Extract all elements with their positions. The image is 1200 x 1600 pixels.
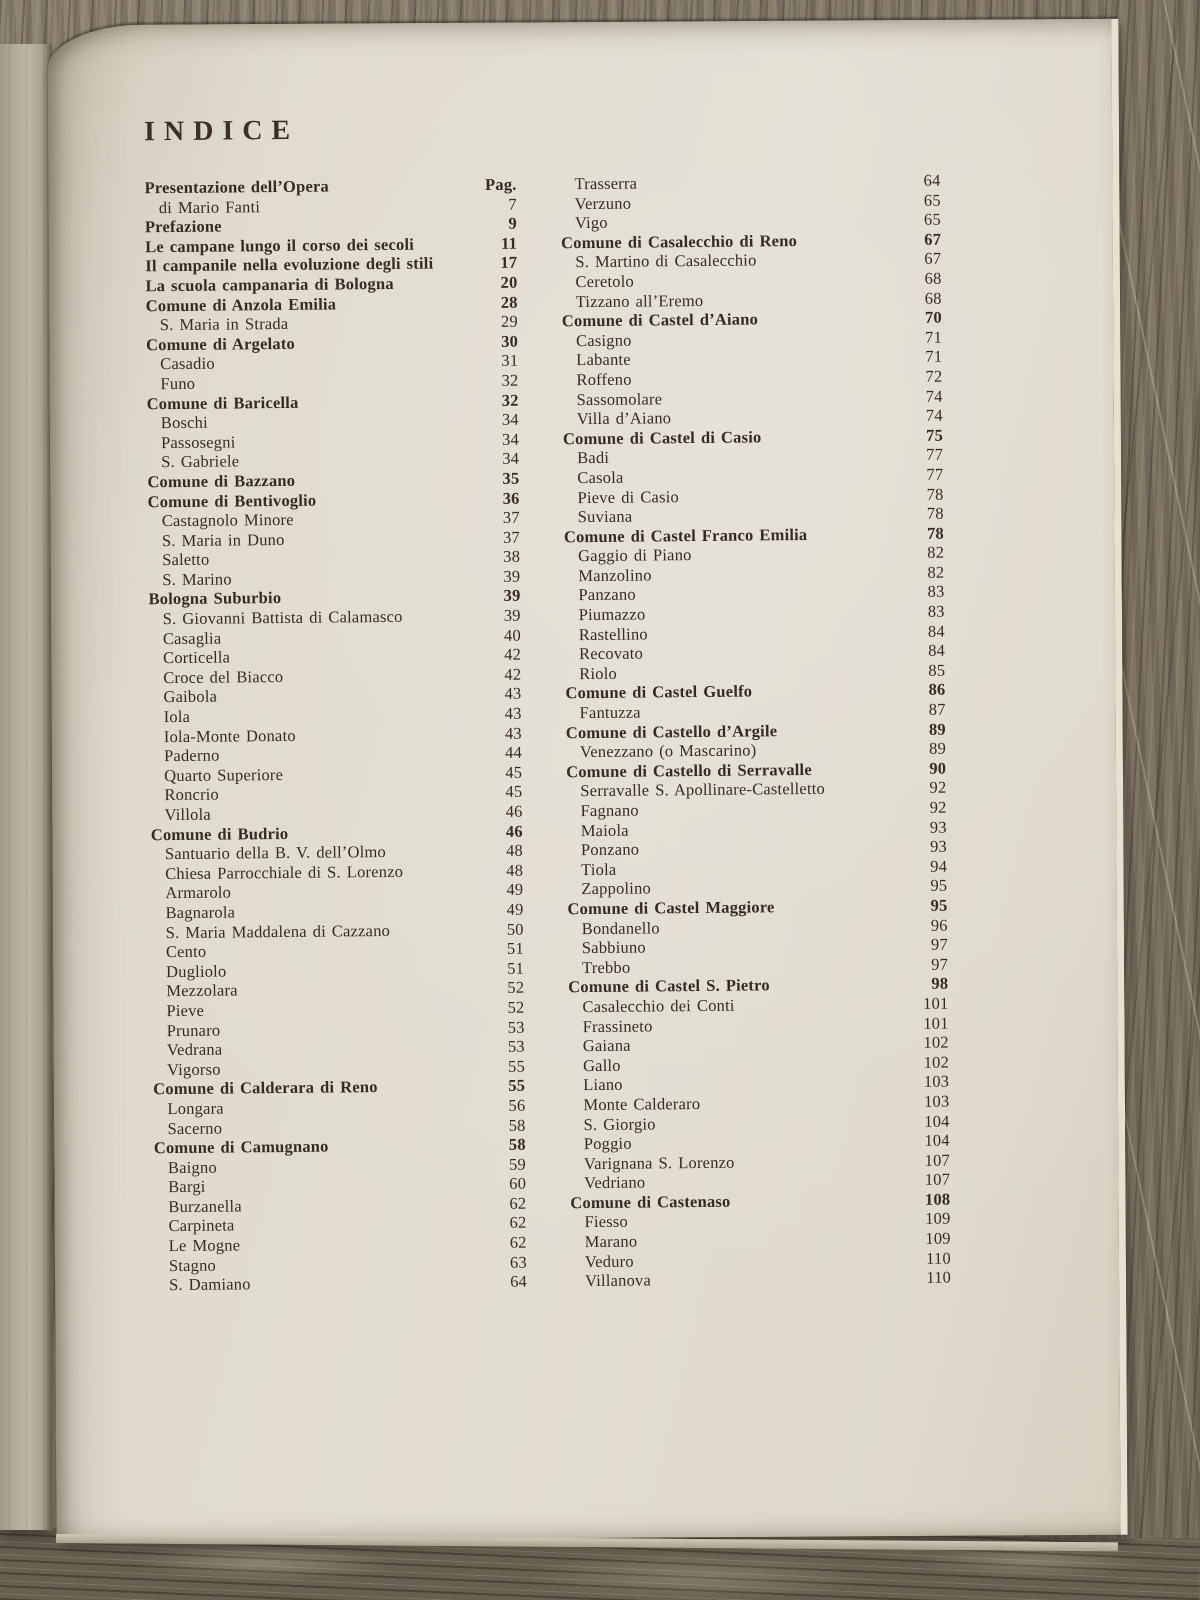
index-entry-label: Comune di Castel Guelfo bbox=[565, 681, 753, 703]
index-entry-page-number: 45 bbox=[505, 782, 523, 802]
index-entry-page-number: Pag. bbox=[484, 174, 517, 195]
index-entry-label: Armarolo bbox=[165, 882, 232, 903]
index-entry-label: Panzano bbox=[578, 585, 636, 605]
index-entry-page-number: 46 bbox=[505, 821, 523, 841]
index-entry-label: Carpineta bbox=[168, 1215, 235, 1236]
index-entry-label: Serravalle S. Apollinare-Castelletto bbox=[580, 779, 826, 801]
index-entry-label: Castagnolo Minore bbox=[161, 509, 294, 531]
index-entry-label: S. Maria Maddalena di Cazzano bbox=[165, 920, 391, 942]
index-entry-label: Bologna Suburbio bbox=[148, 588, 282, 609]
index-entry-label: Maiola bbox=[580, 820, 629, 840]
index-entry-page-number: 64 bbox=[510, 1271, 528, 1292]
index-entry-page-number: 71 bbox=[925, 346, 943, 367]
index-entry-page-number: 49 bbox=[506, 899, 524, 919]
index-entry-page-number: 89 bbox=[928, 719, 946, 739]
index-entry-label: Poggio bbox=[583, 1133, 632, 1154]
index-entry-page-number: 97 bbox=[930, 934, 948, 954]
index-entry-label: Marano bbox=[584, 1231, 638, 1252]
index-entry-label: S. Marino bbox=[162, 569, 232, 590]
index-entry-page-number: 42 bbox=[504, 644, 522, 665]
index-entry-label: Comune di Anzola Emilia bbox=[145, 294, 337, 315]
index-entry-label: Pieve di Casio bbox=[577, 486, 679, 507]
index-entry-label: Comune di Bazzano bbox=[147, 470, 296, 492]
index-entry-label: Prefazione bbox=[144, 216, 222, 237]
index-entry-label: Piumazzo bbox=[578, 604, 646, 625]
index-right-column bbox=[560, 171, 951, 1291]
index-columns bbox=[144, 170, 1065, 1296]
index-entry-page-number: 90 bbox=[929, 758, 947, 778]
index-entry-page-number: 78 bbox=[926, 523, 945, 543]
index-entry-page-number: 9 bbox=[508, 213, 518, 233]
index-entry-label: Saletto bbox=[162, 549, 210, 570]
index-entry-label: Il campanile nella evoluzione degli stili bbox=[145, 253, 434, 276]
index-entry-page-number: 48 bbox=[505, 840, 524, 861]
index-entry-label: Iola bbox=[163, 706, 191, 727]
index-entry-label: Tizzano all’Eremo bbox=[575, 290, 704, 311]
index-entry-page-number: 37 bbox=[502, 507, 520, 527]
index-entry-page-number: 17 bbox=[500, 253, 518, 273]
index-entry-label: Comune di Castel d’Aiano bbox=[561, 309, 759, 331]
index-entry-label: Dugliolo bbox=[166, 961, 227, 981]
index-entry-page-number: 55 bbox=[508, 1075, 526, 1096]
index-entry-page-number: 78 bbox=[926, 503, 944, 523]
index-entry-label: Pieve bbox=[166, 1000, 205, 1021]
index-entry-label: Comune di Calderara di Reno bbox=[153, 1077, 378, 1099]
index-entry-label: Quarto Superiore bbox=[164, 764, 284, 785]
index-entry-label: Verzuno bbox=[574, 193, 632, 213]
index-entry-page-number: 75 bbox=[925, 425, 944, 445]
index-entry-label: Stagno bbox=[168, 1255, 217, 1275]
index-entry-page-number: 7 bbox=[508, 194, 517, 214]
index-entry-page-number: 67 bbox=[924, 249, 942, 269]
index-entry-page-number: 102 bbox=[923, 1052, 950, 1072]
index-entry-page-number: 52 bbox=[507, 978, 525, 998]
index-entry-label: Comune di Castel Maggiore bbox=[567, 897, 775, 919]
index-entry-label: Gaiana bbox=[582, 1035, 631, 1056]
index-entry-label: S. Damiano bbox=[169, 1274, 251, 1295]
index-entry-page-number: 63 bbox=[509, 1252, 527, 1272]
index-entry-page-number: 51 bbox=[507, 958, 525, 978]
index-entry-label: Funo bbox=[160, 373, 196, 394]
index-entry-page-number: 36 bbox=[502, 488, 520, 508]
index-entry-label: Trasserra bbox=[574, 173, 638, 194]
index-entry-label: Sacerno bbox=[167, 1118, 223, 1138]
book-page-edges bbox=[0, 44, 52, 1530]
index-entry-label: Presentazione dell’Opera bbox=[144, 176, 330, 198]
index-entry-page-number: 92 bbox=[929, 797, 947, 817]
index-entry-page-number: 97 bbox=[931, 954, 949, 974]
index-entry-label: S. Giorgio bbox=[583, 1113, 656, 1134]
index-entry-page-number: 93 bbox=[929, 836, 948, 856]
index-entry-label: Le campane lungo il corso dei secoli bbox=[145, 234, 415, 257]
index-entry-page-number: 11 bbox=[501, 233, 518, 253]
index-entry-label: Comune di Casalecchio di Reno bbox=[561, 230, 798, 253]
index-entry-label: Le Mogne bbox=[168, 1235, 241, 1256]
index-entry-page-number: 30 bbox=[501, 331, 519, 351]
index-entry-label: Comune di Castel Franco Emilia bbox=[563, 524, 808, 546]
index-entry-label: Croce del Biacco bbox=[163, 666, 284, 687]
index-entry-page-number: 34 bbox=[502, 429, 520, 449]
index-entry-label: Rastellino bbox=[578, 624, 648, 644]
index-entry-label: Fagnano bbox=[580, 800, 639, 821]
index-entry-page-number: 84 bbox=[928, 640, 946, 661]
index-entry-label: Casola bbox=[577, 467, 624, 488]
index-entry-page-number: 72 bbox=[925, 366, 943, 386]
index-entry-page-number: 68 bbox=[924, 288, 942, 308]
index-entry-page-number: 64 bbox=[923, 170, 941, 190]
index-entry bbox=[571, 1268, 951, 1291]
index-entry-label: Roffeno bbox=[576, 369, 632, 390]
index-entry-page-number: 37 bbox=[502, 527, 521, 547]
index-entry-label: Manzolino bbox=[578, 565, 652, 586]
index-entry-page-number: 98 bbox=[931, 973, 949, 994]
index-entry-page-number: 43 bbox=[504, 684, 522, 704]
index-entry-label: Casadio bbox=[160, 353, 215, 374]
index-entry-page-number: 101 bbox=[922, 993, 949, 1013]
index-entry-page-number: 65 bbox=[923, 190, 941, 210]
index-entry-page-number: 56 bbox=[508, 1095, 526, 1115]
index-entry-label: Venezzano (o Mascarino) bbox=[579, 740, 757, 762]
index-entry-label: Zappolino bbox=[581, 878, 652, 899]
index-entry-page-number: 52 bbox=[507, 997, 525, 1017]
index-entry-label: Prunaro bbox=[166, 1020, 221, 1040]
index-entry-label: Ceretolo bbox=[575, 271, 634, 292]
index-entry-label: Casigno bbox=[575, 330, 632, 350]
index-entry-page-number: 39 bbox=[503, 605, 521, 625]
index-entry-label: Badi bbox=[577, 448, 610, 468]
index-content bbox=[144, 108, 1065, 1296]
index-entry-page-number: 31 bbox=[501, 351, 519, 371]
index-entry-label: Liano bbox=[583, 1075, 623, 1095]
index-entry-page-number: 102 bbox=[923, 1032, 949, 1052]
index-entry-page-number: 48 bbox=[506, 860, 524, 880]
index-entry-label: Comune di Castenaso bbox=[570, 1191, 731, 1213]
index-entry-label: Comune di Castello di Serravalle bbox=[566, 759, 812, 782]
index-entry-page-number: 104 bbox=[924, 1111, 950, 1131]
index-entry-page-number: 109 bbox=[925, 1228, 951, 1248]
index-entry-page-number: 108 bbox=[924, 1189, 951, 1209]
index-entry-page-number: 84 bbox=[927, 621, 945, 641]
index-entry-page-number: 83 bbox=[927, 601, 945, 621]
index-entry-page-number: 58 bbox=[508, 1134, 526, 1154]
index-entry-label: S. Giovanni Battista di Calamasco bbox=[162, 606, 403, 629]
index-entry-page-number: 44 bbox=[505, 742, 523, 763]
index-entry-page-number: 51 bbox=[506, 938, 524, 958]
index-entry-page-number: 29 bbox=[500, 311, 518, 332]
index-entry-page-number: 78 bbox=[926, 484, 944, 504]
index-entry-page-number: 107 bbox=[924, 1169, 951, 1190]
index-entry-label: Casalecchio dei Conti bbox=[582, 995, 735, 1017]
index-entry-label: Mezzolara bbox=[166, 980, 238, 1001]
index-entry-label: Veduro bbox=[584, 1251, 634, 1271]
index-entry-page-number: 107 bbox=[924, 1150, 951, 1170]
index-entry-label: Riolo bbox=[579, 663, 618, 683]
index-entry-label: Fantuzza bbox=[579, 702, 641, 723]
index-entry-label: Santuario della B. V. dell’Olmo bbox=[164, 842, 387, 864]
index-entry-page-number: 87 bbox=[928, 699, 946, 719]
index-entry-label: Tiola bbox=[581, 859, 617, 879]
index-entry-page-number: 35 bbox=[502, 468, 520, 488]
index-entry-page-number: 65 bbox=[923, 209, 941, 229]
index-entry-label: Villola bbox=[164, 804, 211, 825]
index-entry-page-number: 103 bbox=[923, 1071, 950, 1092]
index-entry-label: Vigo bbox=[574, 213, 608, 233]
index-entry-page-number: 86 bbox=[928, 680, 946, 700]
index-entry-label: Comune di Argelato bbox=[145, 333, 296, 355]
index-entry-page-number: 92 bbox=[929, 778, 947, 798]
index-entry-label: Fiesso bbox=[584, 1212, 628, 1232]
index-entry-page-number: 39 bbox=[503, 586, 521, 606]
index-entry-label: Paderno bbox=[163, 745, 220, 766]
book-page bbox=[47, 19, 1127, 1542]
index-entry-page-number: 46 bbox=[505, 801, 523, 821]
index-entry-label: Labante bbox=[576, 349, 631, 370]
index-entry-label: Comune di Bentivoglio bbox=[147, 490, 317, 511]
index-entry-label: di Mario Fanti bbox=[158, 196, 261, 217]
index-entry-label: Bondanello bbox=[581, 917, 660, 938]
index-entry-label: S. Gabriele bbox=[161, 451, 240, 472]
index-entry-page-number: 104 bbox=[924, 1130, 950, 1150]
index-entry-page-number: 43 bbox=[504, 723, 522, 743]
index-entry-page-number: 62 bbox=[509, 1213, 527, 1233]
index-entry-label: S. Martino di Casalecchio bbox=[575, 250, 757, 272]
index-entry-label: Longara bbox=[167, 1098, 224, 1119]
index-entry-label: Comune di Castello d’Argile bbox=[565, 720, 778, 742]
index-entry-label: Comune di Baricella bbox=[146, 392, 299, 413]
index-entry-label: Trebbo bbox=[581, 957, 631, 977]
index-entry-page-number: 59 bbox=[508, 1154, 527, 1174]
index-left-column bbox=[144, 175, 527, 1295]
index-entry-page-number: 74 bbox=[925, 405, 943, 425]
index-entry-page-number: 62 bbox=[509, 1193, 527, 1213]
index-entry-page-number: 53 bbox=[507, 1017, 525, 1037]
index-entry-page-number: 74 bbox=[925, 386, 943, 406]
index-entry-page-number: 60 bbox=[509, 1173, 527, 1194]
index-entry-page-number: 55 bbox=[508, 1056, 526, 1076]
index-entry-page-number: 42 bbox=[504, 664, 522, 684]
index-entry-page-number: 38 bbox=[503, 546, 521, 567]
index-entry-page-number: 45 bbox=[505, 762, 523, 782]
index-entry-page-number: 110 bbox=[926, 1248, 951, 1268]
index-entry-label: Monte Calderaro bbox=[583, 1093, 701, 1115]
index-entry-label: S. Maria in Duno bbox=[161, 529, 285, 550]
index-entry-page-number: 32 bbox=[501, 390, 519, 410]
index-entry-label: Baigno bbox=[167, 1157, 217, 1177]
index-entry-page-number: 77 bbox=[926, 464, 944, 484]
index-entry-page-number: 20 bbox=[500, 272, 518, 292]
index-entry-label: Corticella bbox=[162, 647, 231, 668]
index-entry-label: Gallo bbox=[582, 1055, 621, 1075]
index-entry-page-number: 71 bbox=[925, 327, 943, 347]
index-entry-page-number: 68 bbox=[924, 268, 942, 288]
index-entry-page-number: 50 bbox=[506, 919, 524, 939]
index-entry-label: Comune di Budrio bbox=[150, 823, 289, 844]
index-entry-page-number: 34 bbox=[502, 449, 520, 469]
index-entry-page-number: 89 bbox=[928, 738, 947, 758]
index-entry-page-number: 28 bbox=[500, 292, 518, 312]
index-entry-label: Gaibola bbox=[163, 687, 218, 707]
index-entry-label: Chiesa Parrocchiale di S. Lorenzo bbox=[165, 861, 404, 883]
index-entry-label: Villanova bbox=[584, 1270, 652, 1291]
index-entry-page-number: 39 bbox=[503, 566, 521, 586]
index-entry-page-number: 58 bbox=[508, 1115, 526, 1135]
index-entry-label: Sassomolare bbox=[576, 388, 663, 409]
index-entry-label: Ponzano bbox=[580, 839, 640, 860]
index-entry-label: Suviana bbox=[577, 506, 633, 527]
index-entry-label: Frassineto bbox=[582, 1015, 653, 1036]
index-entry-label: Iola-Monte Donato bbox=[163, 725, 296, 746]
index-entry-page-number: 34 bbox=[501, 409, 519, 429]
index-entry-page-number: 96 bbox=[930, 915, 948, 935]
index-entry-page-number: 94 bbox=[930, 856, 948, 876]
index-entry-label: Recovato bbox=[578, 643, 644, 664]
index-entry-page-number: 43 bbox=[504, 703, 522, 723]
index-entry-label: Comune di Castel S. Pietro bbox=[568, 975, 770, 997]
index-entry-page-number: 85 bbox=[928, 660, 946, 680]
index-entry-page-number: 49 bbox=[506, 880, 524, 900]
index-entry-label: Comune di Camugnano bbox=[153, 1136, 329, 1158]
index-entry-page-number: 83 bbox=[927, 582, 945, 602]
index-entry-page-number: 109 bbox=[925, 1209, 951, 1229]
index-entry-page-number: 32 bbox=[501, 370, 519, 390]
index-entry-page-number: 82 bbox=[927, 562, 945, 582]
index-entry-page-number: 53 bbox=[507, 1036, 525, 1056]
index-entry-label: Burzanella bbox=[168, 1196, 242, 1216]
index-entry-label: La scuola campanaria di Bologna bbox=[145, 273, 394, 296]
index-title: INDICE bbox=[143, 114, 300, 148]
index-entry-label: Comune di Castel di Casio bbox=[562, 427, 762, 448]
index-entry-page-number: 82 bbox=[927, 542, 945, 563]
index-entry-label: Casaglia bbox=[162, 628, 222, 648]
index-entry-page-number: 62 bbox=[509, 1232, 527, 1252]
index-entry-label: Gaggio di Piano bbox=[578, 545, 692, 566]
index-entry-page-number: 70 bbox=[924, 307, 942, 327]
index-entry-page-number: 40 bbox=[503, 625, 521, 645]
index-entry-page-number: 77 bbox=[926, 444, 944, 465]
index-entry-page-number: 110 bbox=[926, 1267, 952, 1288]
index-entry-page-number: 95 bbox=[930, 895, 948, 915]
index-entry-label: Vedriano bbox=[584, 1172, 646, 1193]
index-entry-page-number: 67 bbox=[924, 229, 942, 249]
index-entry-label: Bargi bbox=[168, 1177, 206, 1197]
index-entry-label: Boschi bbox=[160, 412, 208, 433]
index-entry-label: Passosegni bbox=[160, 432, 236, 452]
index-entry-page-number: 103 bbox=[923, 1091, 950, 1111]
index-entry-label: Villa d’Aiano bbox=[576, 408, 672, 429]
index-entry-label: Varignana S. Lorenzo bbox=[583, 1152, 735, 1173]
index-entry-label: Cento bbox=[165, 941, 207, 962]
index-entry bbox=[155, 1272, 527, 1295]
index-entry-label: Sabbiuno bbox=[581, 937, 646, 958]
index-entry-label: Vedrana bbox=[166, 1039, 223, 1060]
index-entry-label: Vigorso bbox=[166, 1059, 221, 1079]
index-entry-page-number: 101 bbox=[923, 1013, 949, 1033]
index-entry-page-number: 93 bbox=[929, 817, 947, 837]
index-entry-label: Roncrio bbox=[164, 785, 220, 805]
index-entry-page-number: 95 bbox=[930, 875, 948, 896]
index-entry-label: Bagnarola bbox=[165, 902, 236, 923]
index-entry-label: S. Maria in Strada bbox=[159, 314, 289, 335]
